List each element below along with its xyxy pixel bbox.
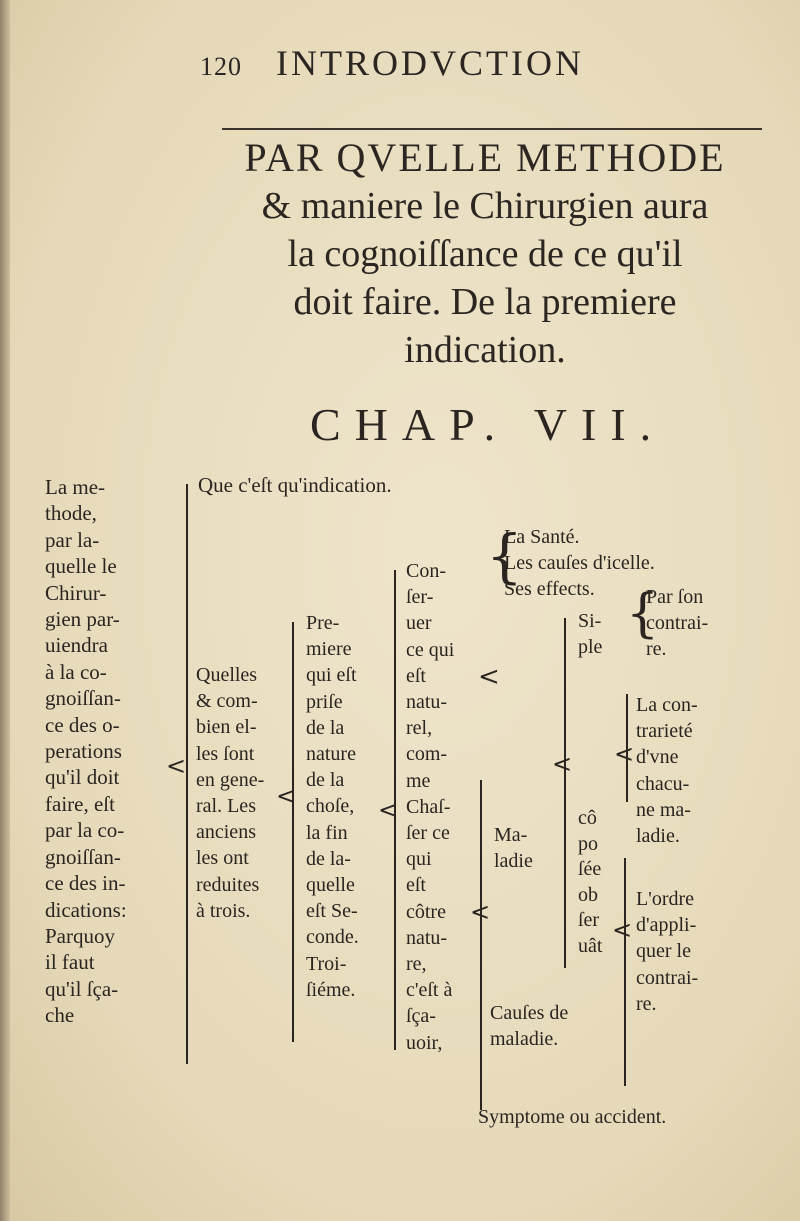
brace-ordre [624,858,626,1086]
title-line: la cognoiſſance de ce qu'il [287,233,683,275]
chapter-title [190,134,780,374]
sante-item: La Santé. [504,526,580,548]
maladie-text: Ma- ladie [494,824,533,873]
conseruer-text: Con- ſer- uer ce qui eſt natu- rel, com- me Chaſ- ſer ce qui eſt côtre natu- re, c'eſt à ſça- uoir, [406,560,455,1054]
brace-simple [564,618,566,968]
brace-maladie [480,780,482,1110]
brace-tip: < [478,662,500,692]
running-head [200,42,584,84]
par-son-text: Par ſon contrai- re. [646,586,709,661]
brace-par-son: { [626,584,660,644]
simple-text: Si- ple [578,610,603,659]
brace-level-2 [292,622,294,1042]
page-number: 120 [200,52,242,81]
sante-item: Ses effects. [504,578,595,600]
first-item: Que c'eſt qu'indication. [198,473,392,497]
symptome-text: Symptome ou accident. [478,1106,667,1128]
contrariete-text: La con- trarieté d'vne chacu- ne ma- ladie. [636,694,698,848]
brace-tip: < [552,750,573,778]
chapter-heading: CHAP. VII. [310,399,666,450]
header-rule [222,128,762,130]
running-title: INTRODVCTION [276,43,584,83]
sante-item: Les cauſes d'icelle. [504,552,655,574]
brace-tip: < [614,740,635,768]
brace-level-1 [186,484,188,1064]
title-line: doit faire. De la premiere [293,281,677,323]
margin-note: La me- thode, par la- quelle le Chirur- gien par- uiendra à la co- gnoiſſan- ce des o- perations qu'il doit faire, eſt par la co- gnoiſſan- ce des in- dications: Parquoy il faut qu'il ſça- che [45,475,127,1028]
brace-tip: < [612,916,633,944]
title-line: PAR QVELLE METHODE [244,135,726,180]
quelles-text: Quelles & com- bien el- les ſont en gene- ral. Les anciens les ont reduites à trois. [196,664,265,922]
brace-sante: { [486,522,523,590]
brace-tip: < [470,898,491,926]
brace-tip: < [378,796,399,824]
title-line: indication. [404,329,566,371]
compose-text: cô po ſée ob ſer uât [578,807,603,957]
book-gutter [0,0,10,1221]
brace-tip: < [166,752,187,780]
causes-text: Cauſes de maladie. [490,1002,569,1051]
ordre-text: L'ordre d'appli- quer le contrai- re. [636,888,699,1015]
brace-tip: < [276,782,297,810]
premiere-text: Pre- miere qui eſt priſe de la nature de la choſe, la fin de la- quelle eſt Se- conde. Troi- ſiéme. [306,612,359,1001]
title-line: & maniere le Chirurgien aura [261,185,709,227]
